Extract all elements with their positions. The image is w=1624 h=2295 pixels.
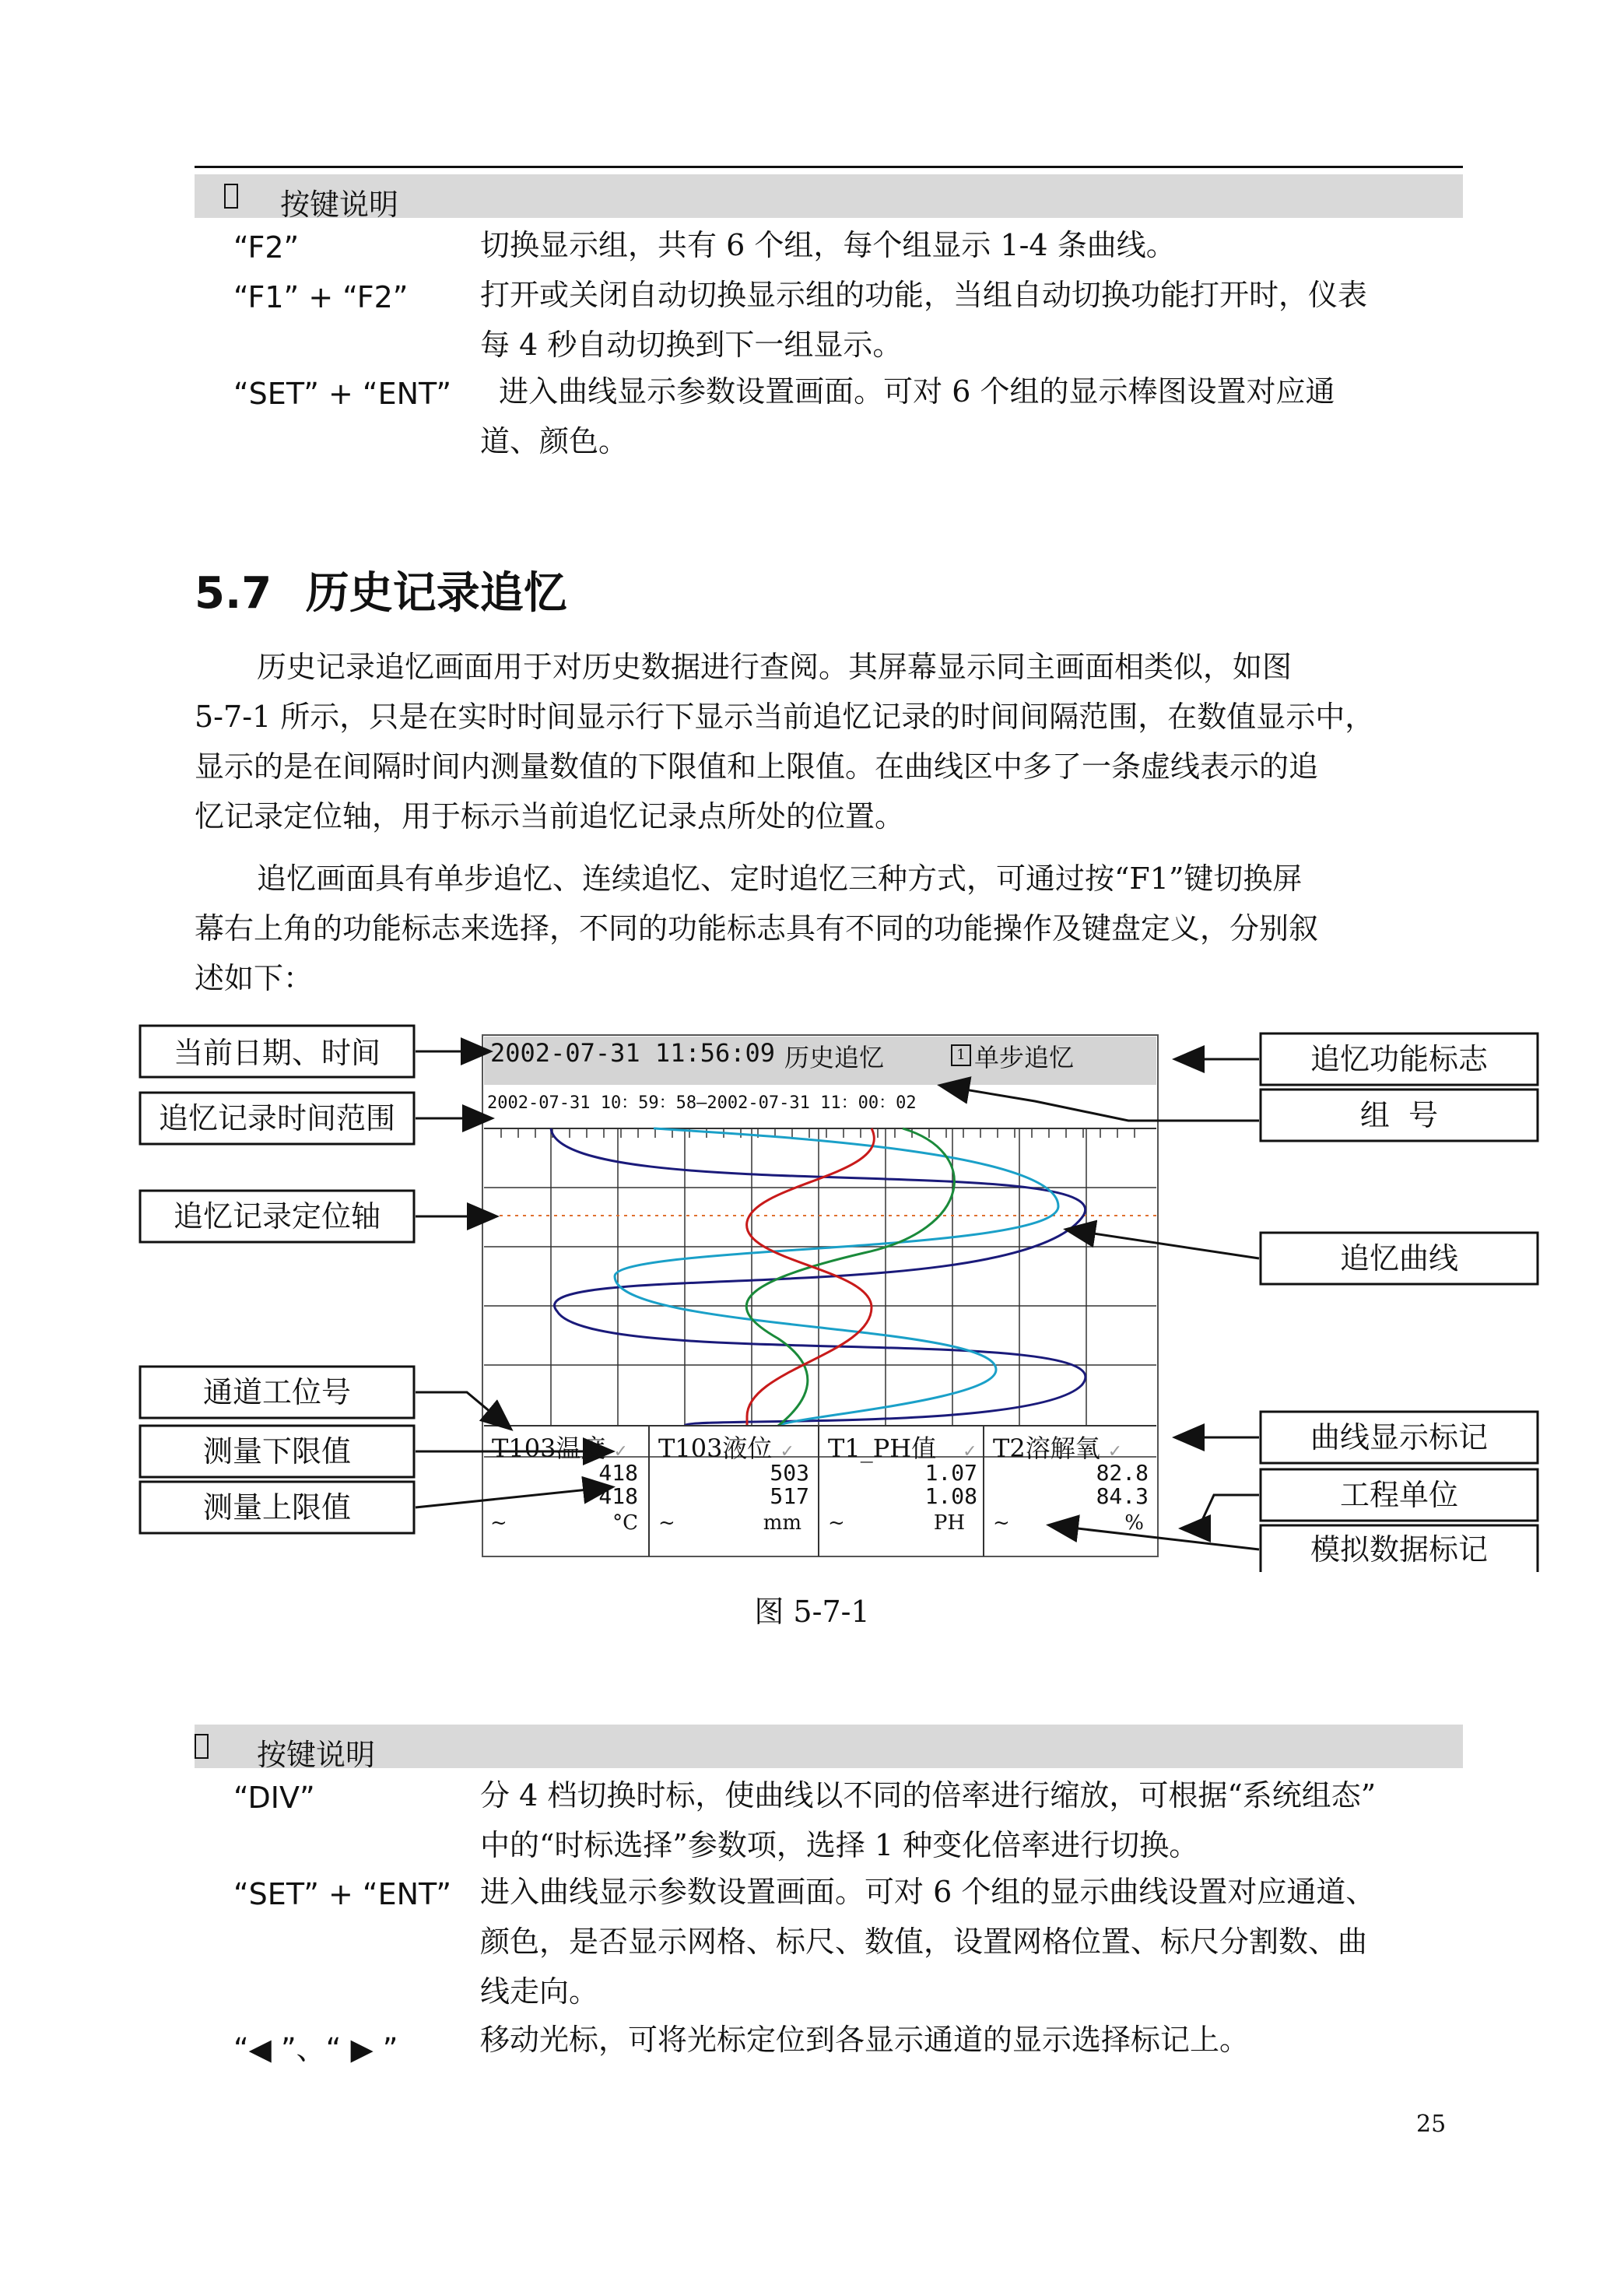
check-icon: ✓ — [780, 1442, 794, 1462]
analog-data-mark: ~ — [828, 1511, 845, 1535]
callout-label: 组 号 — [1359, 1098, 1439, 1132]
key-desc: 切换显示组，共有 6 个组，每个组显示 1-4 条曲线。 — [480, 228, 1176, 262]
engineering-unit: °C — [612, 1511, 638, 1535]
channel-tag[interactable]: T103液位 ✓ — [658, 1433, 794, 1463]
lower-limit-value: 82.8 — [1096, 1460, 1149, 1486]
callout-label: 工程单位 — [1339, 1478, 1458, 1512]
key-desc: 分 4 档切换时标，使曲线以不同的倍率进行缩放，可根据“系统组态” — [480, 1778, 1377, 1812]
channel-tag[interactable]: T1_PH值 ✓ — [828, 1433, 977, 1463]
function-flag: 单步追忆 — [974, 1043, 1075, 1072]
section-title: 历史记录追忆 — [305, 568, 567, 619]
key-name: “F2” — [233, 230, 300, 265]
lower-limit-value: 418 — [598, 1460, 638, 1486]
lower-limit-value: 1.07 — [924, 1460, 977, 1486]
engineering-unit: PH — [933, 1511, 965, 1535]
section-number: 5.7 — [195, 568, 272, 619]
key-name: “DIV” — [233, 1781, 315, 1815]
paragraph-line: 忆记录定位轴，用于标示当前追忆记录点所处的位置。 — [195, 799, 905, 833]
callout-label: 追忆记录定位轴 — [173, 1199, 381, 1233]
callout-label: 追忆功能标志 — [1310, 1042, 1488, 1076]
key-desc: 进入曲线显示参数设置画面。可对 6 个组的显示棒图设置对应通 — [480, 374, 1335, 409]
key-desc: 线走向。 — [480, 1974, 599, 2009]
check-icon: ✓ — [613, 1442, 628, 1462]
key-desc: 中的“时标选择”参数项，选择 1 种变化倍率进行切换。 — [480, 1828, 1199, 1862]
analog-data-mark: ~ — [490, 1511, 507, 1535]
upper-limit-value: 418 — [598, 1483, 638, 1509]
channel-tag[interactable]: T2溶解氧 ✓ — [993, 1433, 1123, 1463]
screen-title-mode: 历史追忆 — [784, 1043, 885, 1072]
check-icon: ✓ — [963, 1442, 977, 1462]
key-desc: 道、颜色。 — [480, 424, 629, 458]
upper-limit-value: 517 — [770, 1483, 809, 1509]
key-name: “SET” + “ENT” — [233, 1877, 452, 1911]
callout-label: 通道工位号 — [202, 1375, 351, 1409]
callout-label: 测量上限值 — [202, 1490, 351, 1525]
callout-label: 追忆曲线 — [1339, 1241, 1458, 1276]
upper-limit-value: 1.08 — [924, 1483, 977, 1509]
record-time-range: 2002-07-31 10：59：58—2002-07-31 11：00：02 — [487, 1093, 917, 1113]
figure-caption: 图 5-7-1 — [754, 1595, 870, 1629]
callout-label: 模拟数据标记 — [1310, 1532, 1488, 1567]
paragraph-line: 述如下： — [195, 961, 314, 995]
group-number-badge: 1 — [951, 1044, 971, 1066]
upper-limit-value: 84.3 — [1096, 1483, 1149, 1509]
key-desc: 颜色，是否显示网格、标尺、数值，设置网格位置、标尺分割数、曲 — [480, 1925, 1368, 1959]
paragraph-line: 幕右上角的功能标志来选择，不同的功能标志具有不同的功能操作及键盘定义，分别叙 — [195, 911, 1319, 946]
channel-tag[interactable]: T103温度 ✓ — [492, 1433, 628, 1463]
engineering-unit: % — [1124, 1511, 1144, 1535]
lower-limit-value: 503 — [770, 1460, 809, 1486]
header-rule — [195, 166, 1463, 168]
analog-data-mark: ~ — [993, 1511, 1010, 1535]
callout-label: 追忆记录时间范围 — [158, 1101, 395, 1135]
key-desc: 进入曲线显示参数设置画面。可对 6 个组的显示曲线设置对应通道、 — [480, 1875, 1376, 1909]
key-section-header — [195, 1725, 1463, 1772]
callout-label: 当前日期、时间 — [173, 1036, 381, 1070]
key-desc: 每 4 秒自动切换到下一组显示。 — [480, 328, 903, 362]
paragraph-line: 显示的是在间隔时间内测量数值的下限值和上限值。在曲线区中多了一条虚线表示的追 — [195, 749, 1319, 784]
paragraph-line: 5-7-1 所示，只是在实时时间显示行下显示当前追忆记录的时间间隔范围，在数值显示中， — [195, 700, 1375, 734]
bullet-box-icon — [195, 1734, 209, 1759]
callout-label: 测量下限值 — [202, 1434, 351, 1469]
analog-data-mark: ~ — [658, 1511, 675, 1535]
engineering-unit: mm — [763, 1511, 801, 1535]
key-name: “◀ ”、“ ▶ ” — [233, 2032, 398, 2066]
check-icon: ✓ — [1107, 1442, 1123, 1462]
key-section-header — [195, 174, 1463, 222]
key-desc: 打开或关闭自动切换显示组的功能，当组自动切换功能打开时，仪表 — [480, 278, 1368, 312]
paragraph-line: 追忆画面具有单步追忆、连续追忆、定时追忆三种方式，可通过按“F1”键切换屏 — [257, 862, 1303, 896]
section-heading — [195, 559, 567, 621]
bullet-box-icon — [224, 184, 238, 209]
callout-label: 曲线显示标记 — [1310, 1420, 1488, 1455]
page-number: 25 — [1416, 2111, 1447, 2138]
key-section-title: 按键说明 — [280, 188, 399, 222]
key-name: “SET” + “ENT” — [233, 377, 452, 411]
key-desc: 移动光标，可将光标定位到各显示通道的显示选择标记上。 — [480, 2023, 1250, 2057]
paragraph-line: 历史记录追忆画面用于对历史数据进行查阅。其屏幕显示同主画面相类似，如图 — [257, 650, 1293, 684]
key-section-title: 按键说明 — [257, 1738, 376, 1772]
key-name: “F1” + “F2” — [233, 280, 409, 314]
screen-title-time: 2002-07-31 11:56:09 — [490, 1038, 776, 1068]
